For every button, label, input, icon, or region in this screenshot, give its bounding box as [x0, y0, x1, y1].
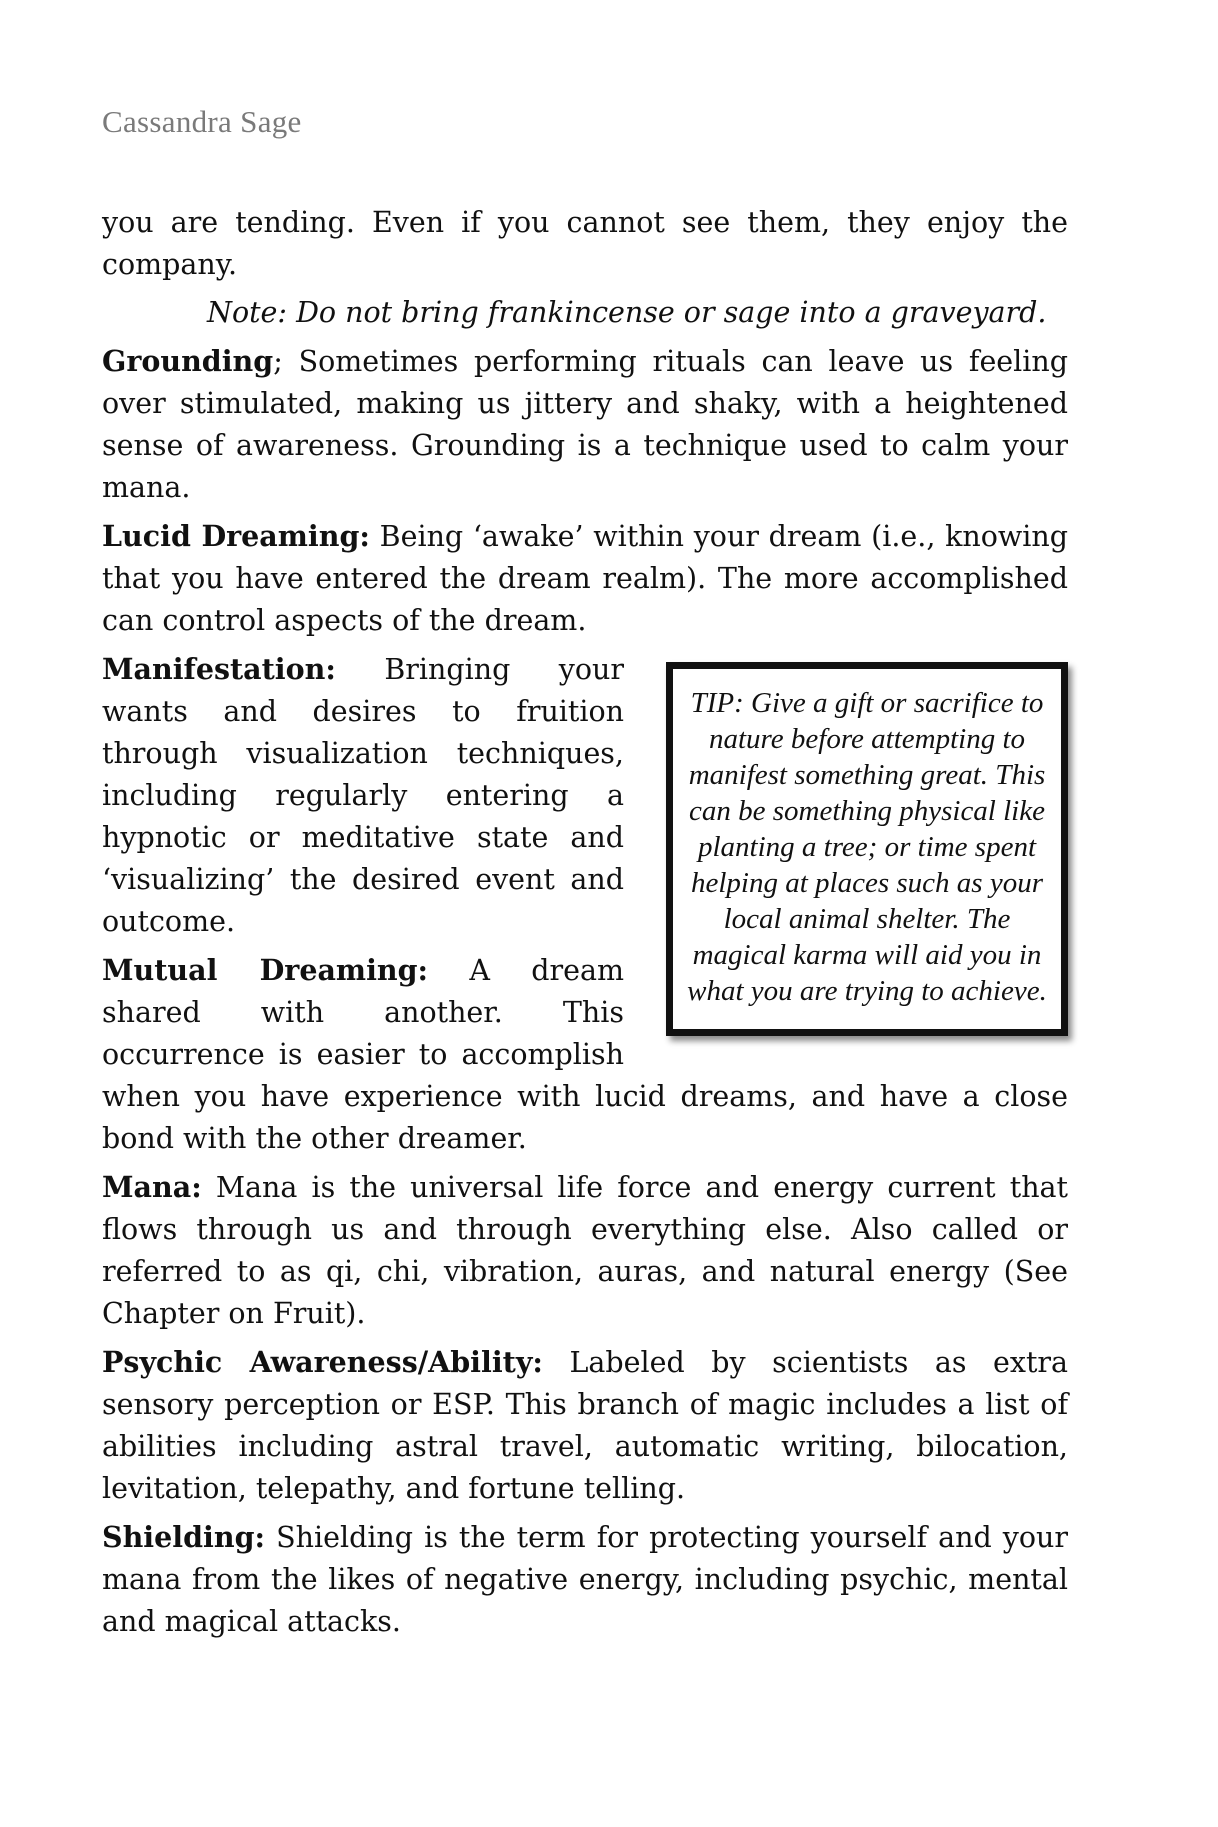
entry-term: Manifestation: — [102, 652, 336, 686]
entry-term: Psychic Awareness/Ability: — [102, 1345, 543, 1379]
entry-mana — [102, 1166, 1068, 1335]
intro-paragraph: you are tending. Even if you cannot see them, they enjoy the company. — [102, 206, 1068, 281]
entry-term: Shielding: — [102, 1520, 266, 1554]
entry-grounding — [102, 340, 1068, 509]
entry-text: Bringing your wants and desires to fruition through visualization techniques, including regularly entering a hypnotic or meditative state and ‘visualizing’ the desired event and outcome. — [102, 653, 625, 938]
entry-shielding — [102, 1516, 1068, 1643]
tip-box — [666, 662, 1068, 1036]
entry-psychic-awareness — [102, 1341, 1068, 1510]
entry-separator — [370, 520, 380, 553]
entry-term: Grounding — [102, 344, 274, 378]
note-paragraph: Note: Do not bring frankincense or sage into a graveyard. — [207, 296, 1047, 329]
entry-separator — [336, 653, 384, 686]
running-head: Cassandra Sage — [102, 104, 302, 139]
entry-text: Shielding is the term for protecting yourself and your mana from the likes of negative energy, including psychic, mental and magical attacks. — [102, 1521, 1068, 1638]
entry-separator: ; — [273, 345, 299, 378]
entry-text: Mana is the universal life force and energy current that flows through us and through everything else. Also called or referred to as qi, chi, vibration, auras, and natural energy (See Chapter on Fruit). — [102, 1171, 1068, 1330]
entry-separator — [202, 1171, 216, 1204]
entry-separator — [543, 1346, 570, 1379]
entry-separator — [428, 954, 469, 987]
entry-term: Lucid Dreaming: — [102, 519, 370, 553]
entry-term: Mutual Dreaming: — [102, 953, 429, 987]
entry-text: A dream shared with another. This occurrence is easier to accomplish when you have experience with lucid dreams, and have a close bond with the other dreamer. — [102, 954, 1068, 1155]
body-text — [102, 202, 1068, 1649]
entry-text: Being ‘awake’ within your dream (i.e., knowing that you have entered the dream realm). The more accomplished can control aspects of the dream. — [102, 520, 1068, 637]
entry-text: Labeled by scientists as extra sensory perception or ESP. This branch of magic includes a list of abilities including astral travel, automatic writing, bilocation, levitation, telepathy, and fortune telling. — [102, 1346, 1069, 1505]
entry-lucid-dreaming — [102, 515, 1068, 642]
tip-text: Give a gift or sacrifice to nature before attempting to manifest something great. This can be something physical like planting a tree; or time spent helping at places such as your local animal shelter. The magical karma will aid you in what you are trying to achieve. — [687, 687, 1047, 1007]
entry-term: Mana: — [102, 1170, 202, 1204]
entry-text: Sometimes performing rituals can leave us feeling over stimulated, making us jittery and shaky, with a heightened sense of awareness. Grounding is a technique used to calm your mana. — [102, 345, 1069, 504]
tip-label: TIP: — [690, 687, 744, 719]
entry-separator — [265, 1521, 276, 1554]
